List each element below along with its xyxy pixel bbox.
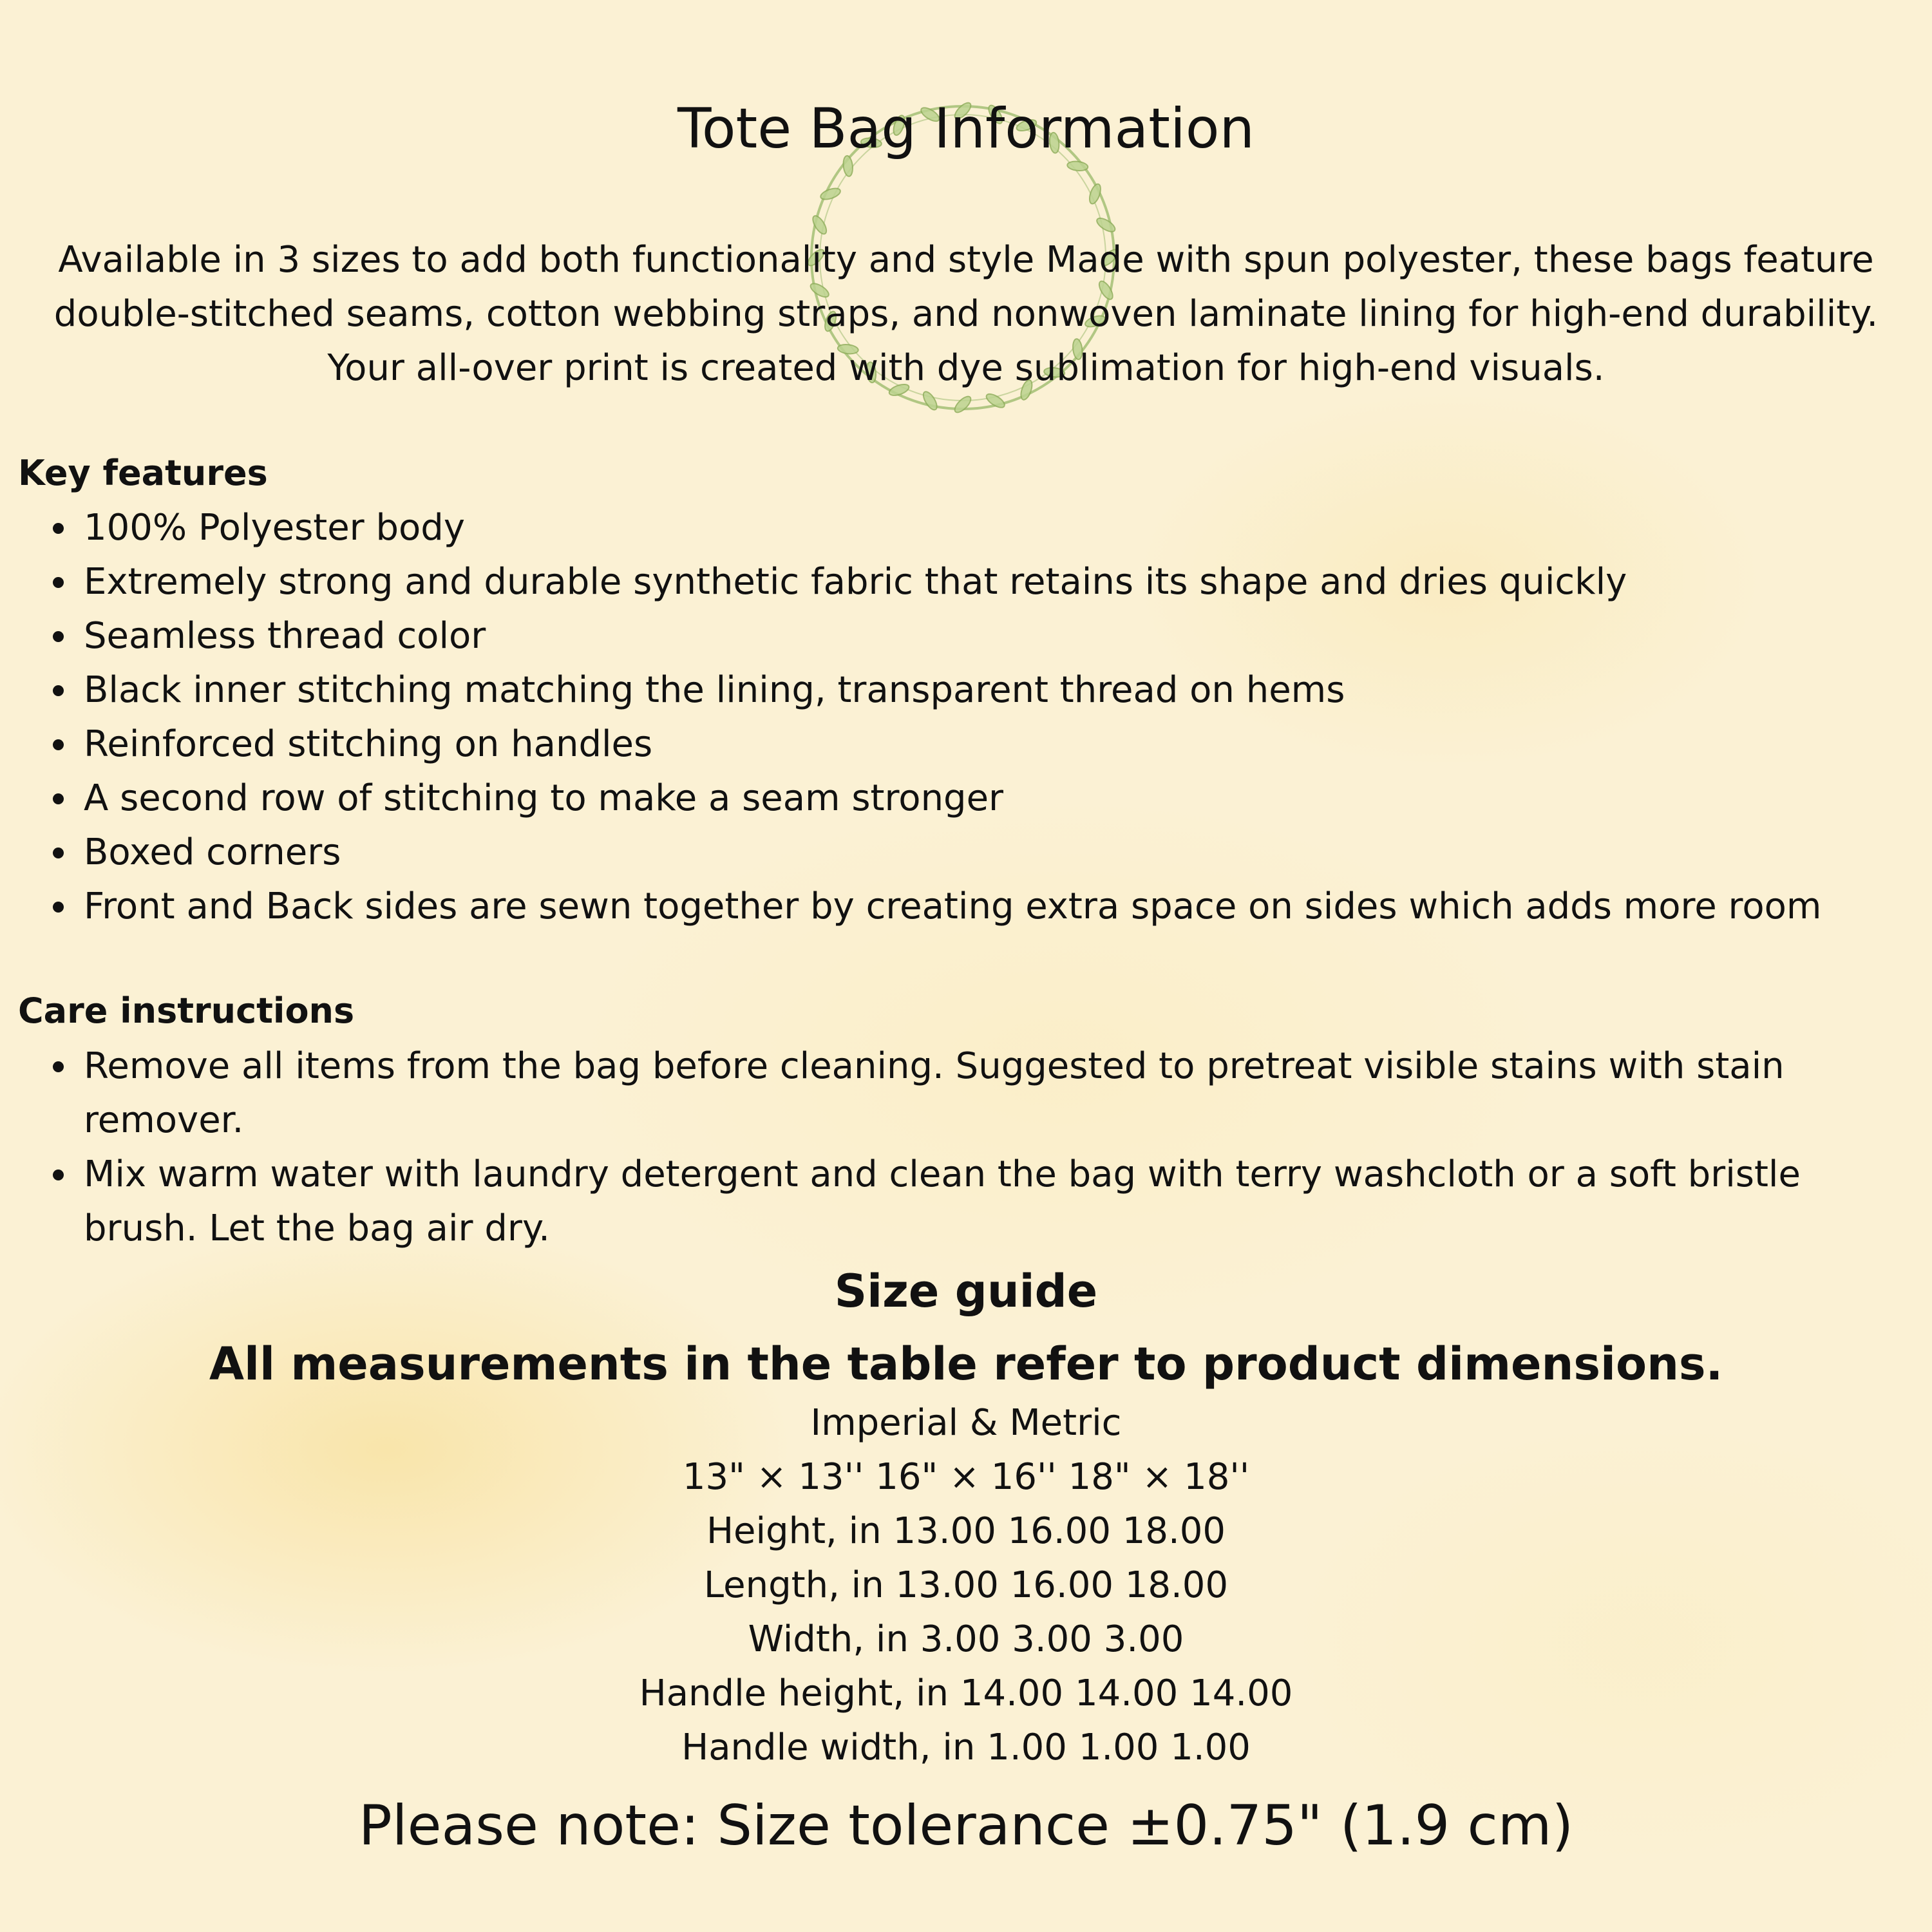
list-item (84, 826, 1913, 880)
size-row-height: Height, in 13.00 16.00 18.00 (706, 1510, 1226, 1552)
size-row-handle-height: Handle height, in 14.00 14.00 14.00 (639, 1672, 1293, 1714)
units-label: Imperial & Metric (810, 1402, 1122, 1444)
size-row-handle-width: Handle width, in 1.00 1.00 1.00 (681, 1727, 1251, 1768)
intro-line: double-stitched seams, cotton webbing straps, and nonwoven laminate lining for high-end durability. (53, 293, 1879, 335)
intro-line: Available in 3 sizes to add both functionality and style Made with spun polyester, these bags feature (58, 239, 1874, 281)
wreath-leaf (819, 186, 842, 202)
size-guide-subheading: All measurements in the table refer to product dimensions. (209, 1338, 1723, 1390)
key-features-heading: Key features (18, 453, 268, 493)
bullet-icon (53, 631, 64, 642)
sizes-header: 13" × 13'' 16" × 16'' 18" × 18'' (682, 1456, 1250, 1498)
care-instructions-list (84, 1039, 1913, 1256)
list-item (84, 555, 1913, 609)
wreath-leaf (1088, 183, 1103, 205)
list-item (84, 609, 1913, 663)
wreath-leaf (1095, 216, 1117, 234)
intro-paragraph (13, 233, 1919, 395)
list-item-text: Reinforced stitching on handles (84, 723, 653, 765)
bullet-icon (53, 523, 64, 534)
list-item-text: Boxed corners (84, 831, 341, 873)
list-item-text: 100% Polyester body (84, 507, 465, 549)
list-item (84, 717, 1913, 772)
list-item-text: Black inner stitching matching the lining, transparent thread on hems (84, 669, 1345, 711)
bullet-icon (53, 577, 64, 588)
list-item (84, 880, 1913, 934)
list-item-text: Remove all items from the bag before cleaning. Suggested to pretreat visible stains with stain (84, 1045, 1785, 1087)
list-item-text: Seamless thread color (84, 615, 486, 657)
size-tolerance-note: Please note: Size tolerance ±0.75" (1.9 cm) (358, 1794, 1574, 1858)
bullet-icon (53, 1061, 64, 1072)
page-title: Tote Bag Information (677, 97, 1255, 161)
wreath-leaf (952, 394, 974, 415)
list-item (84, 1039, 1913, 1148)
list-item (84, 663, 1913, 717)
intro-line: Your all-over print is created with dye sublimation for high-end visuals. (327, 347, 1605, 389)
bullet-icon (53, 1170, 64, 1180)
list-item-text: brush. Let the bag air dry. (84, 1208, 550, 1249)
size-row-length: Length, in 13.00 16.00 18.00 (703, 1564, 1229, 1606)
list-item-text: Mix warm water with laundry detergent and clean the bag with terry washcloth or a soft bristle (84, 1153, 1801, 1195)
bullet-icon (53, 848, 64, 858)
list-item-text: remover. (84, 1099, 244, 1141)
list-item-text: A second row of stitching to make a seam stronger (84, 777, 1004, 819)
size-guide-heading: Size guide (834, 1265, 1098, 1318)
key-features-list (84, 501, 1913, 934)
list-item-text: Front and Back sides are sewn together by creating extra space on sides which adds more room (84, 886, 1822, 927)
list-item (84, 501, 1913, 555)
bullet-icon (53, 685, 64, 696)
bullet-icon (53, 739, 64, 750)
list-item-text: Extremely strong and durable synthetic fabric that retains its shape and dries quickly (84, 561, 1627, 603)
bullet-icon (53, 902, 64, 913)
size-row-width: Width, in 3.00 3.00 3.00 (748, 1618, 1184, 1660)
bullet-icon (53, 793, 64, 804)
care-instructions-heading: Care instructions (18, 990, 355, 1031)
list-item (84, 772, 1913, 826)
list-item (84, 1148, 1913, 1256)
